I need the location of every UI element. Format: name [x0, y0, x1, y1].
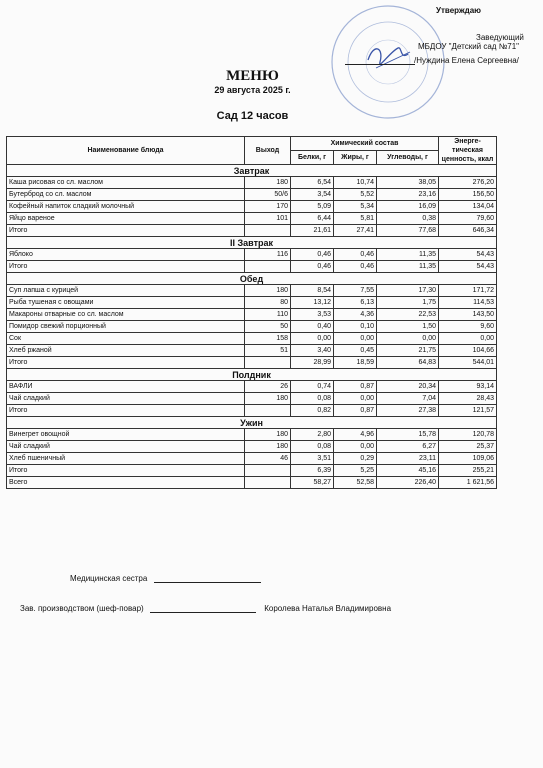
fat-cell: 0,10: [334, 321, 377, 333]
carb-cell: 64,83: [377, 357, 439, 369]
dish-name-cell: Итого: [7, 261, 245, 273]
energy-cell: 9,60: [439, 321, 497, 333]
section-header-row: [7, 237, 497, 249]
energy-cell: 93,14: [439, 381, 497, 393]
fat-cell: 0,87: [334, 381, 377, 393]
carb-cell: 23,11: [377, 453, 439, 465]
dish-name-cell: Хлеб пшеничный: [7, 453, 245, 465]
fat-cell: 0,87: [334, 405, 377, 417]
table-row: [7, 441, 497, 453]
section-header-row: [7, 273, 497, 285]
table-row: [7, 309, 497, 321]
carb-cell: 15,78: [377, 429, 439, 441]
protein-cell: 5,09: [291, 201, 334, 213]
header-energy: Энерге-тическая ценность, ккал: [439, 137, 497, 165]
nurse-label: Медицинская сестра: [70, 574, 148, 583]
energy-cell: 109,06: [439, 453, 497, 465]
protein-cell: 8,54: [291, 285, 334, 297]
energy-cell: 143,50: [439, 309, 497, 321]
dish-name-cell: Итого: [7, 405, 245, 417]
protein-cell: 2,80: [291, 429, 334, 441]
output-cell: 46: [245, 453, 291, 465]
carb-cell: 17,30: [377, 285, 439, 297]
protein-cell: 3,40: [291, 345, 334, 357]
table-row: [7, 357, 497, 369]
dish-name-cell: Чай сладкий: [7, 393, 245, 405]
protein-cell: 0,08: [291, 393, 334, 405]
chef-name: Королева Наталья Владимировна: [264, 604, 392, 613]
fat-cell: 0,00: [334, 441, 377, 453]
menu-date: 29 августа 2025 г.: [214, 85, 291, 95]
section-title: Завтрак: [7, 165, 497, 177]
carb-cell: 22,53: [377, 309, 439, 321]
fat-cell: 0,29: [334, 453, 377, 465]
carb-cell: 20,34: [377, 381, 439, 393]
carb-cell: 7,04: [377, 393, 439, 405]
output-cell: 50: [245, 321, 291, 333]
menu-table-body: [7, 165, 497, 489]
dish-name-cell: Яйцо вареное: [7, 213, 245, 225]
protein-cell: 3,54: [291, 189, 334, 201]
carb-cell: 77,68: [377, 225, 439, 237]
nurse-signature-line: [154, 574, 261, 583]
output-cell: 170: [245, 201, 291, 213]
output-cell: 180: [245, 441, 291, 453]
output-cell: 80: [245, 297, 291, 309]
energy-cell: 120,78: [439, 429, 497, 441]
protein-cell: 6,54: [291, 177, 334, 189]
head-label: Заведующий: [476, 33, 524, 42]
dish-name-cell: Помидор свежий порционный: [7, 321, 245, 333]
table-row: [7, 225, 497, 237]
section-title: Полдник: [7, 369, 497, 381]
carb-cell: 16,09: [377, 201, 439, 213]
protein-cell: 0,46: [291, 261, 334, 273]
table-row: [7, 297, 497, 309]
dish-name-cell: Суп лапша с курицей: [7, 285, 245, 297]
dish-name-cell: Рыба тушеная с овощами: [7, 297, 245, 309]
protein-cell: 28,99: [291, 357, 334, 369]
energy-cell: 114,53: [439, 297, 497, 309]
output-cell: [245, 477, 291, 489]
fat-cell: 4,96: [334, 429, 377, 441]
protein-cell: 0,08: [291, 441, 334, 453]
protein-cell: 21,61: [291, 225, 334, 237]
page-title: МЕНЮ: [226, 68, 279, 84]
output-cell: [245, 465, 291, 477]
dish-name-cell: Итого: [7, 465, 245, 477]
dish-name-cell: Макароны отварные со сл. маслом: [7, 309, 245, 321]
protein-cell: 0,46: [291, 249, 334, 261]
fat-cell: 27,41: [334, 225, 377, 237]
carb-cell: 27,38: [377, 405, 439, 417]
dish-name-cell: Винегрет овощной: [7, 429, 245, 441]
fat-cell: 52,58: [334, 477, 377, 489]
header-protein: Белки, г: [291, 151, 334, 165]
output-cell: 158: [245, 333, 291, 345]
table-row: [7, 429, 497, 441]
dish-name-cell: Яблоко: [7, 249, 245, 261]
energy-cell: 121,57: [439, 405, 497, 417]
carb-cell: 11,35: [377, 261, 439, 273]
fat-cell: 6,13: [334, 297, 377, 309]
section-title: Обед: [7, 273, 497, 285]
output-cell: 180: [245, 285, 291, 297]
table-row: [7, 477, 497, 489]
table-row: [7, 393, 497, 405]
fat-cell: 5,81: [334, 213, 377, 225]
approver-name: /Нуждина Елена Сергеевна/: [414, 56, 519, 65]
table-row: [7, 249, 497, 261]
energy-cell: 1 621,56: [439, 477, 497, 489]
output-cell: [245, 225, 291, 237]
output-cell: 51: [245, 345, 291, 357]
header-fat: Жиры, г: [334, 151, 377, 165]
carb-cell: 38,05: [377, 177, 439, 189]
carb-cell: 226,40: [377, 477, 439, 489]
carb-cell: 1,75: [377, 297, 439, 309]
header-dish-name: Наименование блюда: [7, 137, 245, 165]
dish-name-cell: Итого: [7, 357, 245, 369]
fat-cell: 5,25: [334, 465, 377, 477]
dish-name-cell: Хлеб ржаной: [7, 345, 245, 357]
energy-cell: 54,43: [439, 249, 497, 261]
table-row: [7, 261, 497, 273]
fat-cell: 0,00: [334, 393, 377, 405]
organization-name: МБДОУ "Детский сад №71": [418, 42, 520, 51]
approval-signature-line: [345, 64, 415, 65]
protein-cell: 6,39: [291, 465, 334, 477]
fat-cell: 10,74: [334, 177, 377, 189]
energy-cell: 54,43: [439, 261, 497, 273]
carb-cell: 45,16: [377, 465, 439, 477]
section-title: Ужин: [7, 417, 497, 429]
dish-name-cell: Чай сладкий: [7, 441, 245, 453]
dish-name-cell: Каша рисовая со сл. маслом: [7, 177, 245, 189]
protein-cell: 0,82: [291, 405, 334, 417]
dish-name-cell: Итого: [7, 225, 245, 237]
approve-label: Утверждаю: [436, 6, 481, 15]
energy-cell: 171,72: [439, 285, 497, 297]
section-header-row: [7, 165, 497, 177]
carb-cell: 6,27: [377, 441, 439, 453]
table-row: [7, 213, 497, 225]
table-row: [7, 345, 497, 357]
header-output: Выход: [245, 137, 291, 165]
carb-cell: 0,00: [377, 333, 439, 345]
dish-name-cell: ВАФЛИ: [7, 381, 245, 393]
carb-cell: 0,38: [377, 213, 439, 225]
fat-cell: 5,34: [334, 201, 377, 213]
chef-signature: [20, 604, 391, 613]
fat-cell: 0,46: [334, 261, 377, 273]
energy-cell: 25,37: [439, 441, 497, 453]
section-header-row: [7, 417, 497, 429]
table-row: [7, 405, 497, 417]
chef-label: Зав. производством (шеф-повар): [20, 604, 144, 613]
table-row: [7, 189, 497, 201]
table-row: [7, 465, 497, 477]
fat-cell: 7,55: [334, 285, 377, 297]
energy-cell: 255,21: [439, 465, 497, 477]
protein-cell: 0,40: [291, 321, 334, 333]
carb-cell: 11,35: [377, 249, 439, 261]
dish-name-cell: Бутерброд со сл. маслом: [7, 189, 245, 201]
output-cell: 26: [245, 381, 291, 393]
energy-cell: 544,01: [439, 357, 497, 369]
protein-cell: 58,27: [291, 477, 334, 489]
energy-cell: 28,43: [439, 393, 497, 405]
output-cell: 180: [245, 429, 291, 441]
table-row: [7, 177, 497, 189]
chef-signature-line: [150, 604, 256, 613]
fat-cell: 4,36: [334, 309, 377, 321]
dish-name-cell: Всего: [7, 477, 245, 489]
protein-cell: 0,00: [291, 333, 334, 345]
table-row: [7, 453, 497, 465]
fat-cell: 0,45: [334, 345, 377, 357]
table-row: [7, 285, 497, 297]
output-cell: 180: [245, 177, 291, 189]
energy-cell: 156,50: [439, 189, 497, 201]
output-cell: 101: [245, 213, 291, 225]
protein-cell: 13,12: [291, 297, 334, 309]
dish-name-cell: Кофейный напиток сладкий молочный: [7, 201, 245, 213]
header-chemical-composition: Химический состав: [291, 137, 439, 151]
energy-cell: 276,20: [439, 177, 497, 189]
fat-cell: 0,46: [334, 249, 377, 261]
energy-cell: 79,60: [439, 213, 497, 225]
fat-cell: 5,52: [334, 189, 377, 201]
carb-cell: 23,16: [377, 189, 439, 201]
energy-cell: 134,04: [439, 201, 497, 213]
table-row: [7, 381, 497, 393]
section-header-row: [7, 369, 497, 381]
output-cell: 116: [245, 249, 291, 261]
menu-table: [6, 136, 497, 489]
table-row: [7, 201, 497, 213]
output-cell: 50/6: [245, 189, 291, 201]
table-row: [7, 333, 497, 345]
protein-cell: 6,44: [291, 213, 334, 225]
output-cell: [245, 405, 291, 417]
menu-subtitle: Сад 12 часов: [216, 110, 289, 122]
fat-cell: 0,00: [334, 333, 377, 345]
output-cell: [245, 261, 291, 273]
dish-name-cell: Сок: [7, 333, 245, 345]
energy-cell: 104,66: [439, 345, 497, 357]
energy-cell: 646,34: [439, 225, 497, 237]
protein-cell: 3,53: [291, 309, 334, 321]
output-cell: [245, 357, 291, 369]
section-title: II Завтрак: [7, 237, 497, 249]
nurse-signature: [70, 574, 261, 583]
carb-cell: 1,50: [377, 321, 439, 333]
table-row: [7, 321, 497, 333]
fat-cell: 18,59: [334, 357, 377, 369]
output-cell: 110: [245, 309, 291, 321]
header-carb: Углеводы, г: [377, 151, 439, 165]
protein-cell: 0,74: [291, 381, 334, 393]
carb-cell: 21,75: [377, 345, 439, 357]
protein-cell: 3,51: [291, 453, 334, 465]
energy-cell: 0,00: [439, 333, 497, 345]
output-cell: 180: [245, 393, 291, 405]
